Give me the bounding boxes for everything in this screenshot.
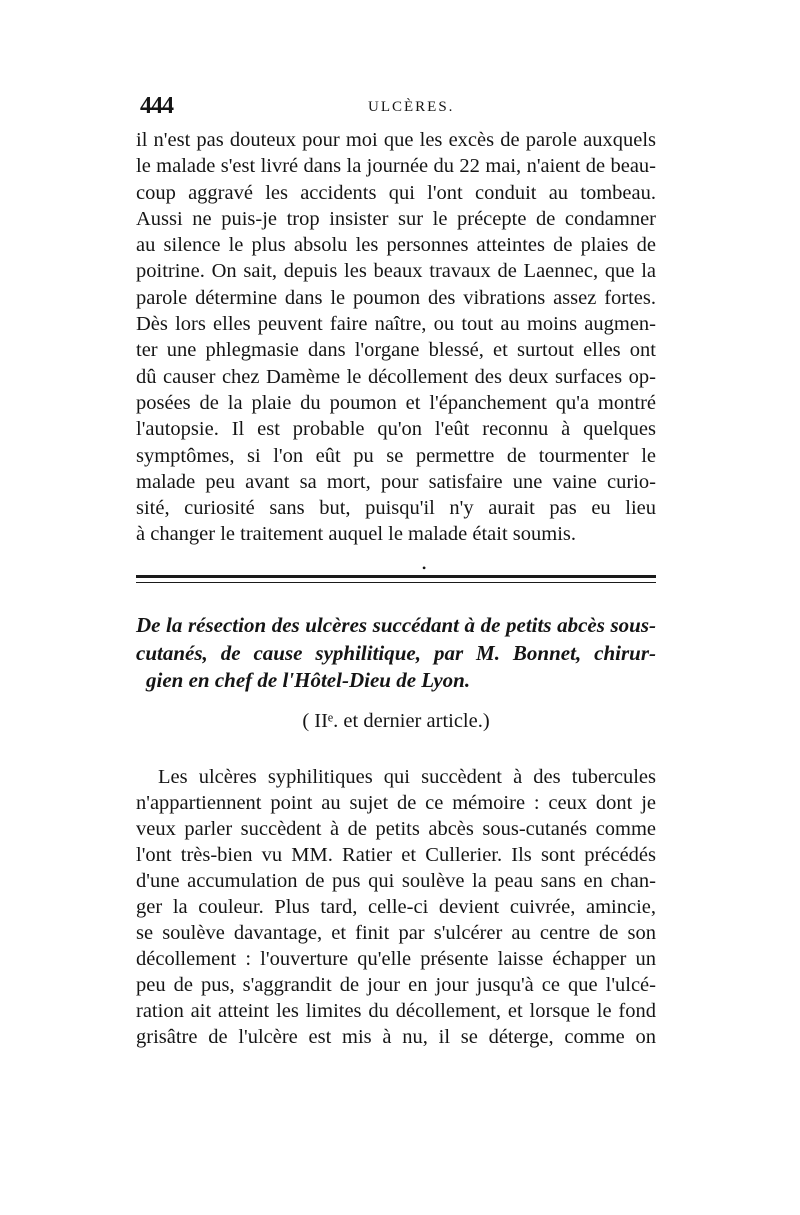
- title-line: cutanés, de cause syphilitique, par M. Bonnet, chirur-: [136, 640, 656, 665]
- text-line: ger la couleur. Plus tard, celle-ci devient cuivrée, amincie,: [136, 896, 656, 918]
- page-number: 444: [140, 93, 173, 119]
- running-title: ULCÈRES.: [368, 99, 455, 115]
- text-line: symptômes, si l'on eût pu se permettre de tourmenter le: [136, 444, 656, 467]
- article-body: [136, 764, 656, 1050]
- text-line: il n'est pas douteux pour moi que les excès de parole auxquels: [136, 129, 656, 151]
- text-line: coup aggravé les accidents qui l'ont conduit au tombeau.: [136, 181, 656, 204]
- ornament-dot: •: [422, 561, 427, 575]
- text-line: poitrine. On sait, depuis les beaux travaux de Laennec, que la: [136, 260, 656, 283]
- title-line: gien en chef de l'Hôtel-Dieu de Lyon.: [146, 668, 471, 692]
- text-line: sité, curiosité sans but, puisqu'il n'y aurait pas eu lieu: [136, 497, 656, 520]
- text-line: malade peu avant sa mort, pour satisfaire une vaine curio-: [136, 470, 656, 493]
- text-line: le malade s'est livré dans la journée du 22 mai, n'aient de beau-: [136, 155, 656, 178]
- text-line: l'autopsie. Il est probable qu'on l'eût reconnu à quelques: [136, 418, 656, 441]
- running-header: [140, 93, 660, 123]
- text-line: Dès lors elles peuvent faire naître, ou tout au moins augmen-: [136, 313, 656, 336]
- text-line: Aussi ne puis-je trop insister sur le précepte de condamner: [136, 207, 656, 230]
- text-line: se soulève davantage, et finit par s'ulcérer au centre de son: [136, 922, 656, 944]
- section-divider-thick: [136, 575, 656, 578]
- article-subtitle: ( IIᵉ. et dernier article.): [302, 710, 490, 732]
- paragraph-continued: [136, 127, 656, 548]
- title-line: De la résection des ulcères succédant à de petits abcès sous-: [136, 613, 656, 637]
- text-line: Les ulcères syphilitiques qui succèdent à des tubercules: [158, 766, 656, 788]
- text-line: l'ont très-bien vu MM. Ratier et Cullerier. Ils sont précédés: [136, 844, 656, 866]
- text-line: ter une phlegmasie dans l'organe blessé, et surtout elles ont: [136, 339, 656, 362]
- text-line: à changer le traitement auquel le malade était soumis.: [136, 523, 576, 546]
- text-line: parole détermine dans le poumon des vibrations assez fortes.: [136, 286, 656, 309]
- text-line: veux parler succèdent à de petits abcès sous-cutanés comme: [136, 818, 656, 840]
- text-line: dû causer chez Damème le décollement des deux surfaces op-: [136, 365, 656, 388]
- text-line: peu de pus, s'aggrandit de jour en jour jusqu'à ce que l'ulcé-: [136, 974, 656, 996]
- text-line: grisâtre de l'ulcère est mis à nu, il se déterge, comme on: [136, 1026, 656, 1048]
- text-line: au silence le plus absolu les personnes atteintes de plaies de: [136, 234, 656, 257]
- text-line: ration ait atteint les limites du décollement, et lorsque le fond: [136, 1000, 656, 1022]
- section-divider-thin: [136, 582, 656, 583]
- article-title: [136, 612, 656, 695]
- text-line: d'une accumulation de pus qui soulève la peau sans en chan-: [136, 870, 656, 892]
- text-line: n'appartiennent point au sujet de ce mémoire : ceux dont je: [136, 792, 656, 814]
- text-line: décollement : l'ouverture qu'elle présente laisse échapper un: [136, 948, 656, 970]
- text-line: posées de la plaie du poumon et l'épanchement qu'a montré: [136, 391, 656, 414]
